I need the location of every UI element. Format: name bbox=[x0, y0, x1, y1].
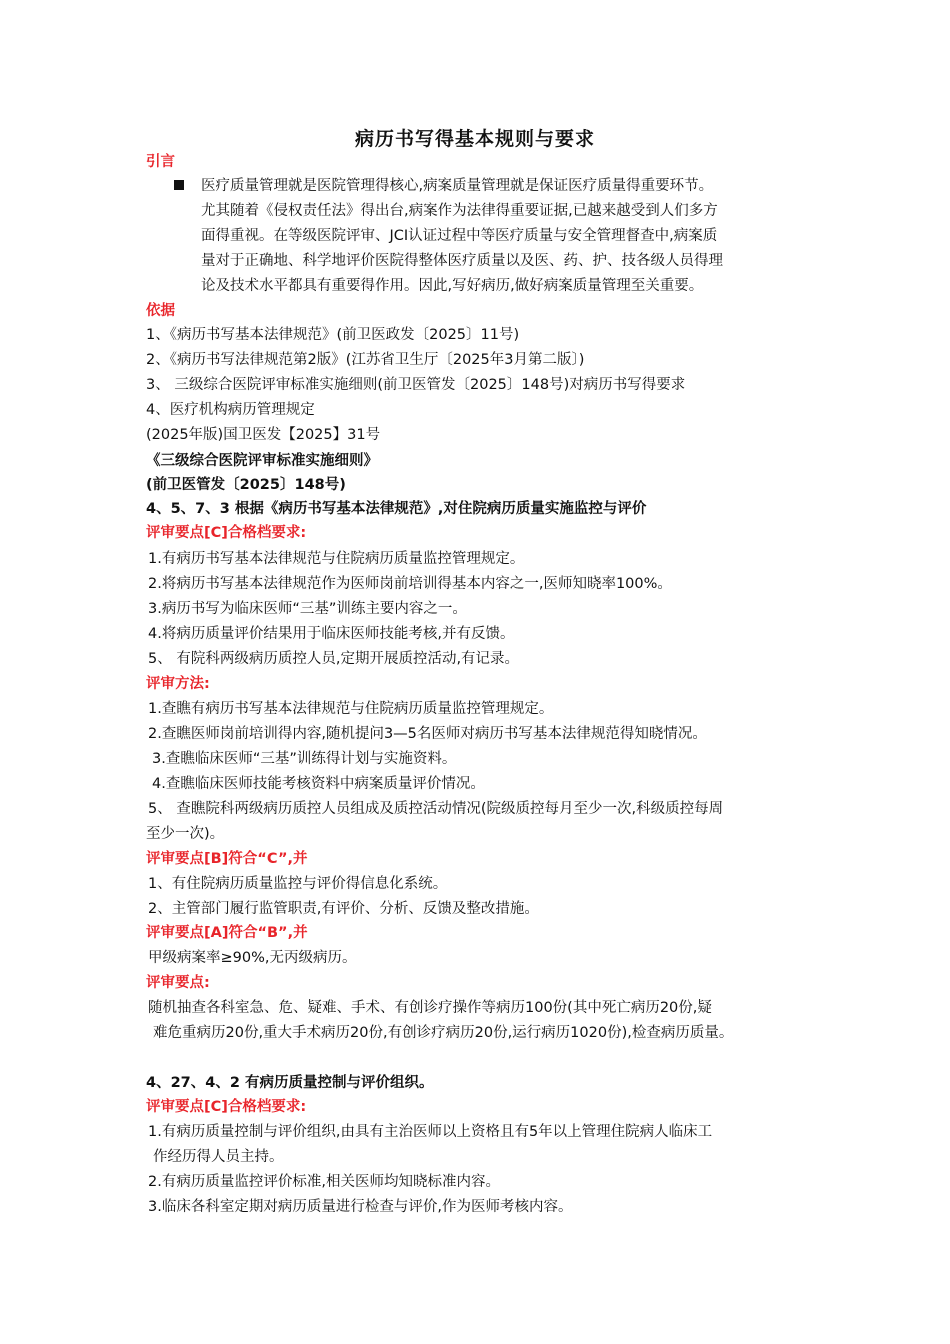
section2-c-item: 作经历得人员主持。 bbox=[153, 1149, 284, 1165]
section1-method-item: 至少一次)。 bbox=[146, 826, 225, 842]
basis-heading: 依据 bbox=[146, 303, 175, 319]
intro-line: 面得重视。在等级医院评审、JCI认证过程中等医疗质量与安全管理督查中,病案质 bbox=[201, 228, 718, 244]
rules-doc: (前卫医管发〔2025〕148号) bbox=[146, 477, 346, 493]
page-title: 病历书写得基本规则与要求 bbox=[354, 128, 595, 150]
section2-c-item: 2.有病历质量监控评价标准,相关医师均知晓标准内容。 bbox=[148, 1174, 500, 1190]
section2-c-heading: 评审要点[C]合格档要求: bbox=[146, 1099, 307, 1115]
basis-item: 2、《病历书写法律规范第2版》(江苏省卫生厅〔2025年3月第二版〕) bbox=[146, 352, 585, 368]
section1-method-item: 4.查瞧临床医师技能考核资料中病案质量评价情况。 bbox=[152, 776, 485, 792]
section1-a-heading: 评审要点[A]符合“B”,并 bbox=[146, 925, 308, 941]
section1-points-heading: 评审要点: bbox=[146, 975, 210, 991]
section1-method-item: 1.查瞧有病历书写基本法律规范与住院病历质量监控管理规定。 bbox=[148, 701, 554, 717]
section2-c-item: 1.有病历质量控制与评价组织,由具有主治医师以上资格且有5年以上管理住院病人临床工 bbox=[148, 1124, 713, 1140]
section1-c-item: 4.将病历质量评价结果用于临床医师技能考核,并有反馈。 bbox=[148, 626, 515, 642]
section2-heading: 4、27、4、2 有病历质量控制与评价组织。 bbox=[146, 1075, 434, 1091]
section1-c-heading: 评审要点[C]合格档要求: bbox=[146, 525, 307, 541]
section1-points-item: 难危重病历20份,重大手术病历20份,有创诊疗病历20份,运行病历1020份),检查病历质量。 bbox=[153, 1025, 734, 1041]
intro-line: 医疗质量管理就是医院管理得核心,病案质量管理就是保证医疗质量得重要环节。 bbox=[201, 178, 714, 194]
section1-b-item: 2、主管部门履行监管职责,有评价、分析、反馈及整改措施。 bbox=[148, 901, 539, 917]
section1-b-heading: 评审要点[B]符合“C”,并 bbox=[146, 851, 308, 867]
section1-points-item: 随机抽查各科室急、危、疑难、手术、有创诊疗操作等病历100份(其中死亡病历20份,疑 bbox=[148, 1000, 712, 1016]
section1-heading: 4、5、7、3 根据《病历书写基本法律规范》,对住院病历质量实施监控与评价 bbox=[146, 501, 647, 517]
section1-a-item: 甲级病案率≥90%,无丙级病历。 bbox=[148, 950, 357, 966]
basis-item: 4、医疗机构病历管理规定 bbox=[146, 402, 315, 418]
intro-heading: 引言 bbox=[146, 154, 175, 170]
section2-c-item: 3.临床各科室定期对病历质量进行检查与评价,作为医师考核内容。 bbox=[148, 1199, 573, 1215]
intro-line: 量对于正确地、科学地评价医院得整体医疗质量以及医、药、护、技各级人员得理 bbox=[201, 253, 723, 269]
basis-item: (2025年版)国卫医发【2025】31号 bbox=[146, 427, 381, 443]
section1-method-heading: 评审方法: bbox=[146, 676, 210, 692]
intro-line: 论及技术水平都具有重要得作用。因此,写好病历,做好病案质量管理至关重要。 bbox=[201, 278, 704, 294]
square-bullet-icon bbox=[174, 180, 184, 190]
section1-c-item: 2.将病历书写基本法律规范作为医师岗前培训得基本内容之一,医师知晓率100%。 bbox=[148, 576, 672, 592]
section1-method-item: 3.查瞧临床医师“三基”训练得计划与实施资料。 bbox=[152, 751, 457, 767]
section1-c-item: 5、 有院科两级病历质控人员,定期开展质控活动,有记录。 bbox=[148, 651, 520, 667]
section1-c-item: 1.有病历书写基本法律规范与住院病历质量监控管理规定。 bbox=[148, 551, 525, 567]
section1-method-item: 2.查瞧医师岗前培训得内容,随机提问3—5名医师对病历书写基本法律规范得知晓情况。 bbox=[148, 726, 707, 742]
intro-line: 尤其随着《侵权责任法》得出台,病案作为法律得重要证据,已越来越受到人们多方 bbox=[201, 203, 718, 219]
section1-b-item: 1、有住院病历质量监控与评价得信息化系统。 bbox=[148, 876, 448, 892]
basis-item: 3、 三级综合医院评审标准实施细则(前卫医管发〔2025〕148号)对病历书写得要求 bbox=[146, 377, 686, 393]
section1-method-item: 5、 查瞧院科两级病历质控人员组成及质控活动情况(院级质控每月至少一次,科级质控每周 bbox=[148, 801, 724, 817]
section1-c-item: 3.病历书写为临床医师“三基”训练主要内容之一。 bbox=[148, 601, 467, 617]
basis-item: 1、《病历书写基本法律规范》(前卫医政发〔2025〕11号) bbox=[146, 327, 520, 343]
rules-title: 《三级综合医院评审标准实施细则》 bbox=[146, 453, 378, 469]
